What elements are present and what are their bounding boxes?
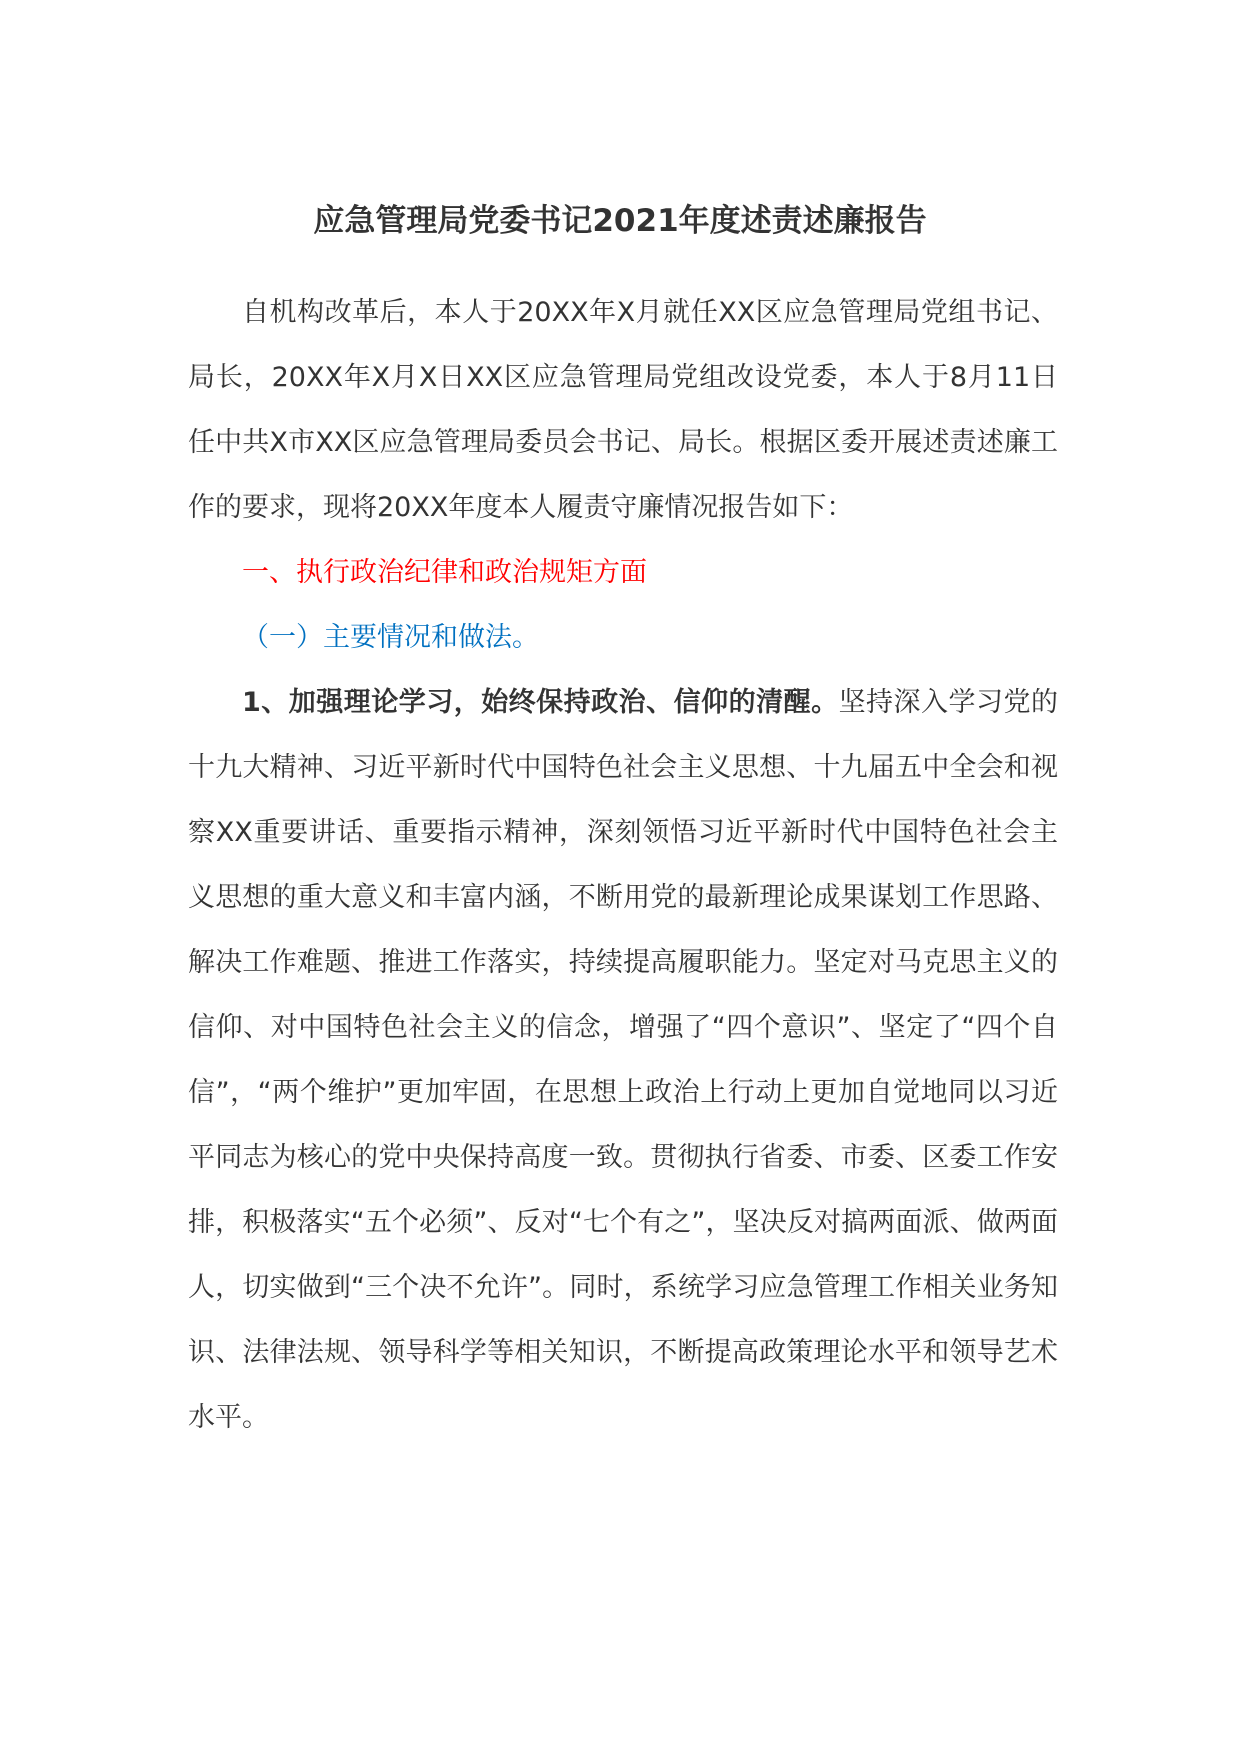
item-paragraph: [188, 670, 1058, 1450]
intro-paragraph: 自机构改革后，本人于20XX年X月就任XX区应急管理局党组书记、局长，20XX年X月X日XX区应急管理局党组改设党委，本人于8月11日任中共X市XX区应急管理局委员会书记、局长。根据区委开展述责述廉工作的要求，现将20XX年度本人履责守廉情况报告如下：: [188, 297, 1058, 523]
document-title: 应急管理局党委书记2021年度述责述廉报告: [313, 203, 927, 239]
item-body: 坚持深入学习党的十九大精神、习近平新时代中国特色社会主义思想、十九届五中全会和视察XX重要讲话、重要指示精神，深刻领悟习近平新时代中国特色社会主义思想的重大意义和丰富内涵，不断用党的最新理论成果谋划工作思路、解决工作难题、推进工作落实，持续提高履职能力。坚定对马克思主义的信仰、对中国特色社会主义的信念，增强了“四个意识”、坚定了“四个自信”，“两个维护”更加牢固，在思想上政治上行动上更加自觉地同以习近平同志为核心的党中央保持高度一致。贯彻执行省委、市委、区委工作安排，积极落实“五个必须”、反对“七个有之”，坚决反对搞两面派、做两面人，切实做到“三个决不允许”。同时，系统学习应急管理工作相关业务知识、法律法规、领导科学等相关知识，不断提高政策理论水平和领导艺术水平。: [188, 687, 1058, 1433]
document-body: [188, 280, 1058, 1450]
item-lead: 1、加强理论学习，始终保持政治、信仰的清醒。: [242, 687, 839, 718]
section-heading: 一、执行政治纪律和政治规矩方面: [242, 557, 647, 588]
subsection-heading: （一）主要情况和做法。: [242, 622, 539, 653]
